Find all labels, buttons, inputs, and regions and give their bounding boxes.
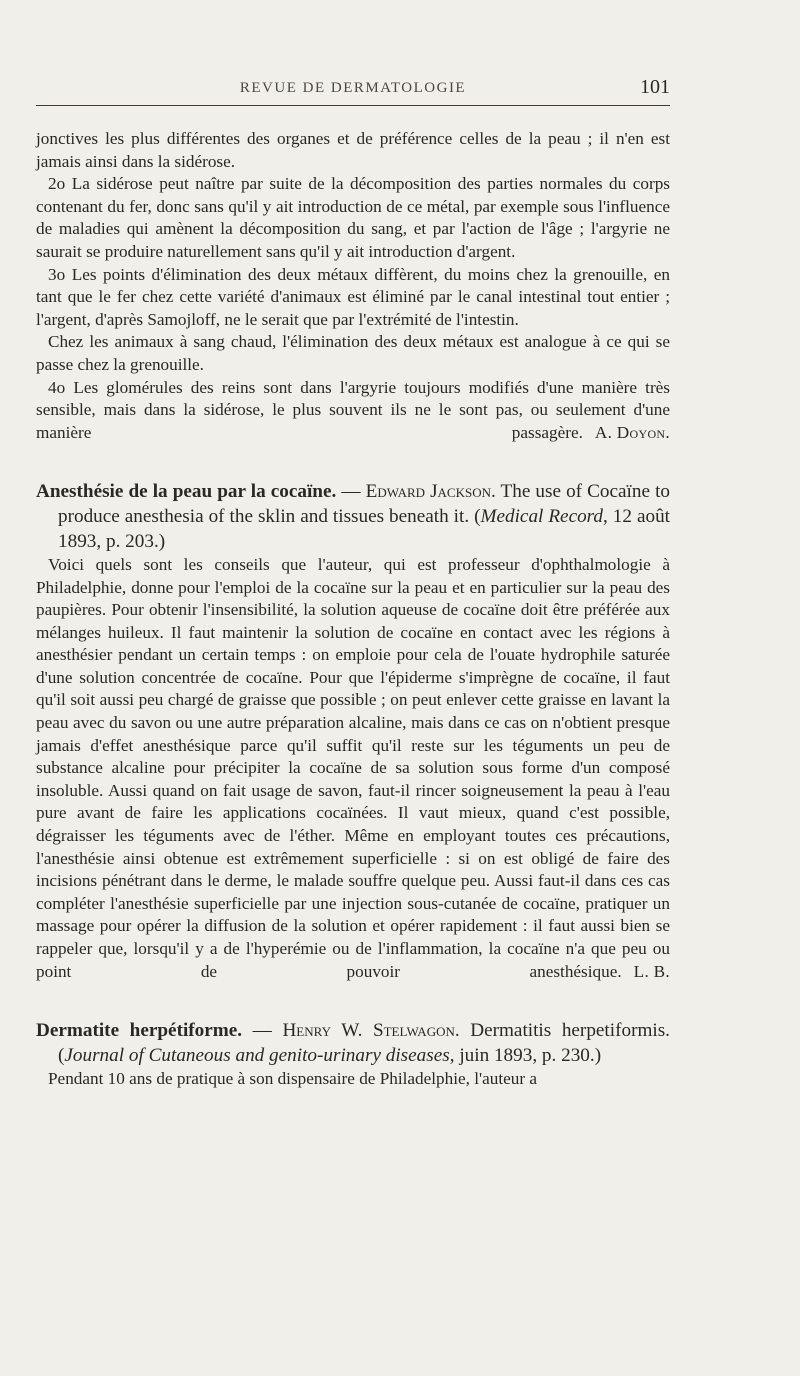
spacer bbox=[36, 1006, 670, 1018]
page-number: 101 bbox=[640, 76, 670, 98]
article-body-text: Voici quels sont les conseils que l'auteur, qui est professeur d'ophthalmologie à Philadelphie, donne pour l'emploi de la cocaïne sur la peau et en particulier sur la peau des paupières. Pour obtenir l'insensibilité, la solution aqueuse de cocaïne doit être préférée aux mélanges huileux. Il faut maintenir la solution de cocaïne en contact avec les régions à anesthésier pendant un certain temps : on emploie pour cela de l'ouate hydrophile saturée d'une solution concentrée de cocaïne. Pour que l'épiderme s'imprègne de cocaïne, il faut qu'il soit aussi peu chargé de graisse que possible ; on peut enlever cette graisse en lavant la peau avec du savon ou une autre préparation alcaline, mais dans ce cas on n'obtient presque jamais d'effet anesthésique parce qu'il suffit qu'il reste sur les téguments un peu de substance alcaline pour précipiter la cocaïne de sa solution sous forme d'un composé insoluble. Aussi quand on fait usage de savon, faut-il rincer soigneusement la peau à l'eau pure avant de faire les applications cocaïnées. Il vaut mieux, quand c'est possible, dégraisser les téguments avec de l'éther. Même en employant toutes ces précautions, l'anesthésie ainsi obtenue est extrêmement superficielle : si on est obligé de faire des incisions pénétrant dans le derme, le malade souffre quelque peu. Aussi faut-il dans ces cas compléter l'anesthésie superficielle par une injection sous-cutanée de cocaïne, pratiquer un massage pour opérer la diffusion de la solution et opérer rapidement : il faut aussi bien se rappeler que, lorsqu'il y a de l'hyperémie ou de l'inflammation, la cocaïne n'a que peu ou point de pouvoir anesthésique. bbox=[36, 554, 670, 981]
article-title: Anesthésie de la peau par la cocaïne. bbox=[36, 480, 337, 502]
article-title: Dermatite herpétiforme. bbox=[36, 1019, 243, 1041]
journal-name: Journal of Cutaneous and genito-urinary diseases bbox=[64, 1044, 450, 1066]
paragraph-point-2: 2o La sidérose peut naître par suite de la décomposition des parties normales du corps contenant du fer, donc sans qu'il y ait introduction de ce métal, par exemple sous l'influence de maladies qui amènent la décomposition du sang, et par l'action de l'âge ; l'argyrie ne saurait se produire naturellement sans qu'il y ait introduction d'argent. bbox=[36, 174, 670, 261]
paragraph-warm-blooded: Chez les animaux à sang chaud, l'élimination des deux métaux est analogue à ce qui se passe chez la grenouille. bbox=[36, 332, 670, 374]
article-english-title: The use of Cocaïne to produce anesthesia of the sklin and tissues beneath it. ( bbox=[58, 480, 670, 527]
header-rule bbox=[36, 105, 670, 106]
article-citation: , juin 1893, p. 230.) bbox=[449, 1044, 602, 1066]
page-header bbox=[36, 74, 670, 104]
signature-doyon: A. Doyon. bbox=[594, 422, 670, 442]
heading-dash: — bbox=[242, 1019, 283, 1041]
article-english-title: Dermatitis herpetiformis. ( bbox=[58, 1019, 670, 1066]
article-author: Edward Jackson. bbox=[365, 480, 496, 502]
signature-lb: L. B. bbox=[633, 961, 670, 981]
running-title: REVUE DE DERMATOLOGIE bbox=[239, 80, 467, 96]
spacer bbox=[36, 467, 670, 479]
article-body-dermatite: Pendant 10 ans de pratique à son dispensaire de Philadelphie, l'auteur a bbox=[48, 1068, 537, 1088]
article-heading-cocaine bbox=[36, 479, 670, 554]
article-author: Henry W. Stelwagon. bbox=[282, 1019, 460, 1041]
heading-dash: — bbox=[336, 480, 366, 502]
paragraph-continuation: jonctives les plus différentes des organes et de préférence celles de la peau ; il n'en est jamais ainsi dans la sidérose. bbox=[36, 129, 670, 171]
article-body-cocaine bbox=[36, 554, 670, 1006]
page-body bbox=[36, 128, 670, 1090]
article-citation: , 12 août 1893, p. 203.) bbox=[58, 505, 670, 552]
paragraph-point-4 bbox=[36, 377, 670, 467]
paragraph-point-3: 3o Les points d'élimination des deux métaux diffèrent, du moins chez la grenouille, en tant que le fer chez cette variété d'animaux est éliminé par le canal intestinal tout entier ; l'argent, d'après Samojloff, ne le serait que par l'extrémité de l'intestin. bbox=[36, 264, 670, 329]
article-heading-dermatite bbox=[36, 1018, 670, 1068]
paragraph-point-4-text: 4o Les glomérules des reins sont dans l'argyrie toujours modifiés d'une manière très sensible, mais dans la sidérose, le plus souvent ils ne le sont pas, ou seulement d'une manière passagère. bbox=[36, 377, 670, 442]
journal-name: Medical Record bbox=[480, 505, 604, 527]
